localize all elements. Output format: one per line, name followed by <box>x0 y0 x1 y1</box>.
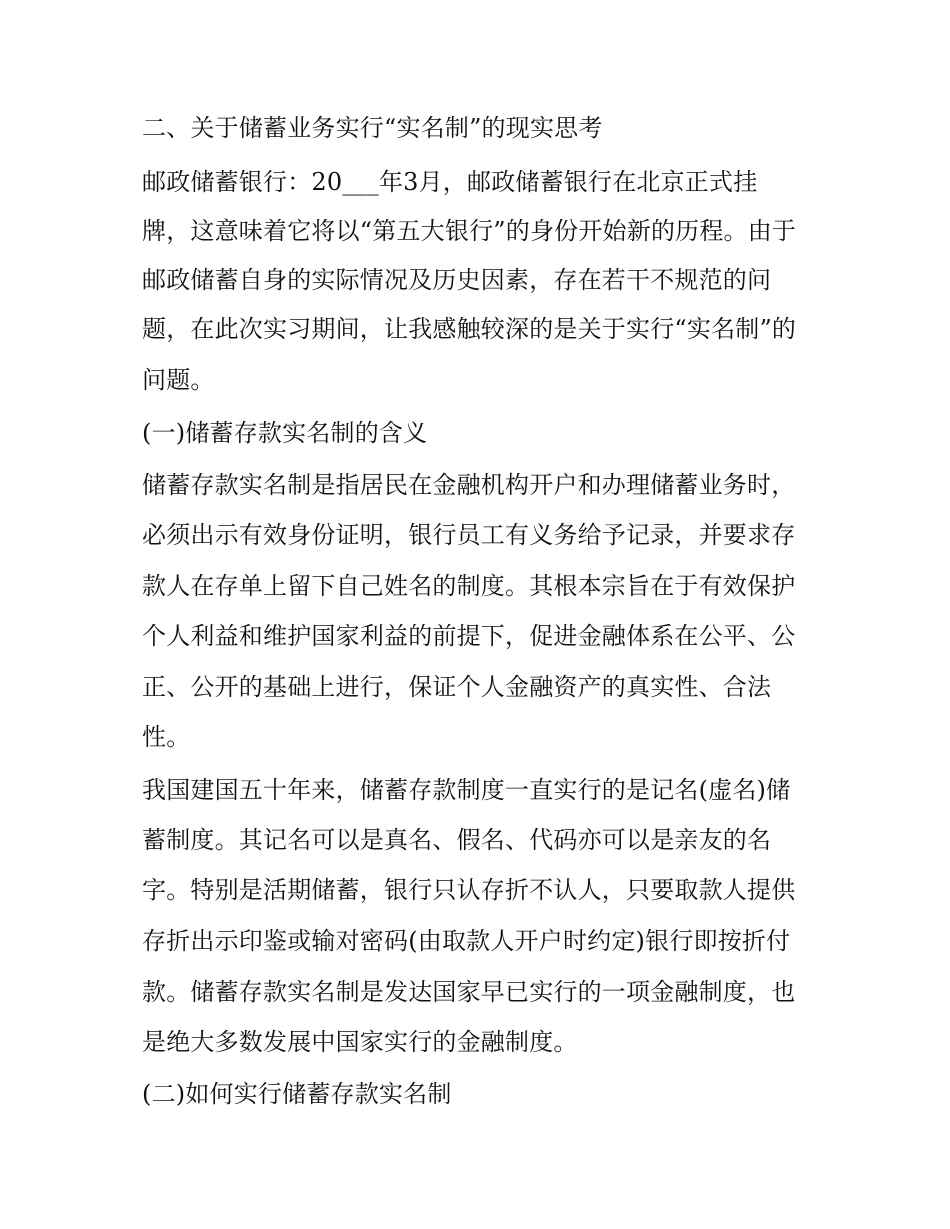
paragraph-3-line-2: 蓄制度。其记名可以是真名、假名、代码亦可以是亲友的名 <box>142 826 772 854</box>
paragraph-2-line-5: 正、公开的基础上进行，保证个人金融资产的真实性、合法 <box>142 673 772 701</box>
paragraph-2-line-6: 性。 <box>142 723 191 751</box>
section-title: 二、关于储蓄业务实行“实名制”的现实思考 <box>142 114 603 142</box>
paragraph-3-line-6: 是绝大多数发展中国家实行的金融制度。 <box>142 1028 578 1056</box>
paragraph-1-line-5: 问题。 <box>142 366 215 394</box>
paragraph-2-line-2: 必须出示有效身份证明，银行员工有义务给予记录，并要求存 <box>142 521 796 549</box>
paragraph-2-line-4: 个人利益和维护国家利益的前提下，促进金融体系在公平、公 <box>142 622 796 650</box>
paragraph-1-line-4: 题，在此次实习期间，让我感触较深的是关于实行“实名制”的 <box>142 315 797 343</box>
subheading-1: (一)储蓄存款实名制的含义 <box>142 419 428 447</box>
paragraph-3-line-4: 存折出示印鉴或输对密码(由取款人开户时约定)银行即按折付 <box>142 927 791 955</box>
paragraph-3-line-3: 字。特别是活期储蓄，银行只认存折不认人，只要取款人提供 <box>142 876 796 904</box>
subheading-2: (二)如何实行储蓄存款实名制 <box>142 1080 452 1108</box>
paragraph-3-line-1: 我国建国五十年来，储蓄存款制度一直实行的是记名(虚名)储 <box>142 776 791 804</box>
paragraph-2-line-3: 款人在存单上留下自己姓名的制度。其根本宗旨在于有效保护 <box>142 572 796 600</box>
paragraph-1-line-1: 邮政储蓄银行：20___年3月，邮政储蓄银行在北京正式挂 <box>142 168 758 196</box>
paragraph-2-line-1: 储蓄存款实名制是指居民在金融机构开户和办理储蓄业务时， <box>142 471 796 499</box>
paragraph-1-line-2: 牌，这意味着它将以“第五大银行”的身份开始新的历程。由于 <box>142 217 797 245</box>
paragraph-3-line-5: 款。储蓄存款实名制是发达国家早已实行的一项金融制度，也 <box>142 978 796 1006</box>
paragraph-1-line-3: 邮政储蓄自身的实际情况及历史因素，存在若干不规范的问 <box>142 266 772 294</box>
